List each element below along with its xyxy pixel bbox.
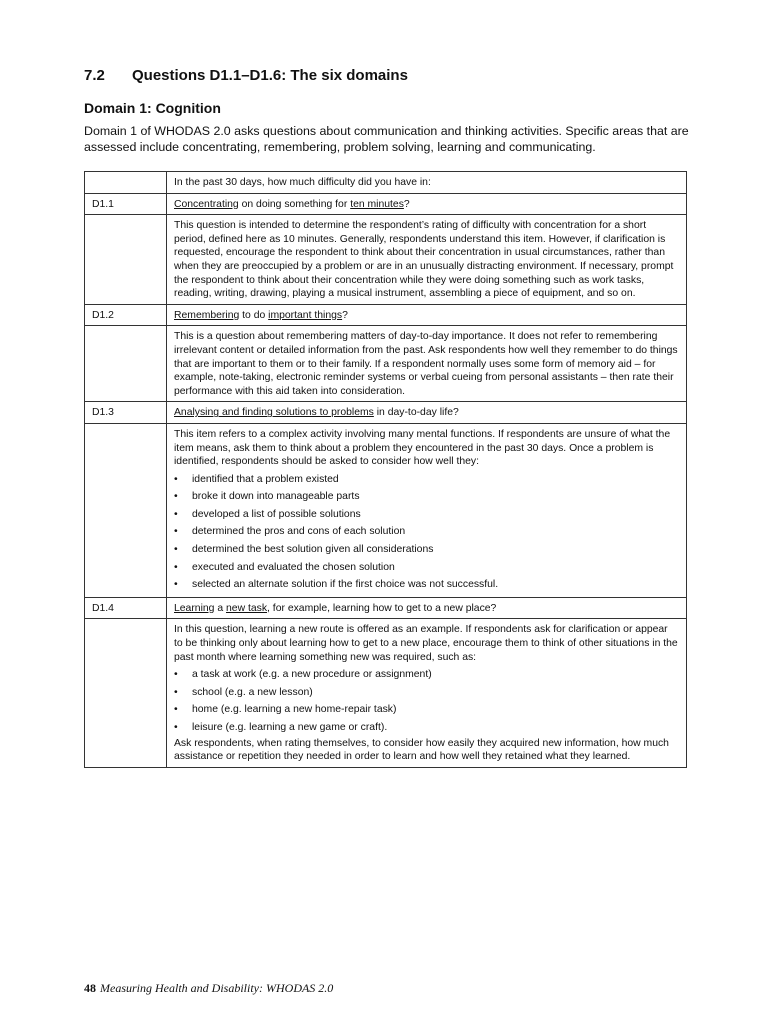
question-id: D1.1	[85, 193, 167, 215]
list-item: • broke it down into manageable parts	[174, 488, 679, 506]
domain-heading: Domain 1: Cognition	[84, 100, 221, 116]
questions-table	[84, 171, 687, 768]
question-row-d1-3	[85, 402, 687, 424]
explanation-text: In this question, learning a new route is offered as an example. If respondents ask for clarification or appear to be thinking only about learning how to get to a new place, encourage them to think of other situations in the past month where learning something new was required, such as:	[174, 624, 678, 663]
explanation-cell	[167, 215, 687, 305]
bullet-icon: •	[174, 722, 178, 733]
bullet-icon: •	[174, 669, 178, 681]
list-item: • developed a list of possible solutions	[174, 506, 679, 524]
question-keyword: Remembering	[174, 309, 240, 321]
section-number: 7.2	[84, 67, 105, 84]
publication-title: Measuring Health and Disability: WHODAS 2.0	[100, 981, 334, 995]
explanation-row-d1-3	[85, 423, 687, 597]
bullet-list	[174, 471, 679, 594]
table-header-empty-cell	[85, 172, 167, 194]
section-heading	[84, 67, 408, 84]
list-item: • determined the best solution given all considerations	[174, 541, 679, 559]
bullet-icon: •	[174, 579, 178, 591]
explanation-text: This item refers to a complex activity involving many mental functions. If respondents are unsure of what the item means, ask them to think about a problem they encountered in the past 30 days. Once a problem is identified, respondents should be asked to consider how well they:	[174, 428, 671, 468]
bullet-icon: •	[174, 473, 178, 485]
explanation-row-d1-4	[85, 619, 687, 767]
list-item: • leisure (e.g. learning a new game or craft).	[174, 719, 679, 737]
question-text: Concentrating on doing something for ten minutes?	[167, 193, 687, 215]
question-keyword: important things	[268, 309, 343, 321]
section-title: Questions D1.1–D1.6: The six domains	[132, 67, 408, 84]
question-row-d1-4	[85, 597, 687, 619]
bullet-icon: •	[174, 704, 178, 716]
question-id: D1.4	[85, 597, 167, 619]
list-item: • determined the pros and cons of each solution	[174, 523, 679, 541]
question-keyword: new task	[226, 602, 268, 614]
bullet-icon: •	[174, 686, 178, 698]
question-keyword: ten minutes	[350, 198, 404, 210]
question-id: D1.2	[85, 304, 167, 326]
question-row-d1-2	[85, 304, 687, 326]
list-item: • school (e.g. a new lesson)	[174, 684, 679, 702]
bullet-icon: •	[174, 491, 178, 503]
page-footer	[84, 981, 333, 996]
list-item: • executed and evaluated the chosen solution	[174, 559, 679, 577]
question-keyword: Concentrating	[174, 198, 239, 210]
domain-intro: Domain 1 of WHODAS 2.0 asks questions about communication and thinking activities. Specific areas that are assessed include concentrating, remembering, problem solving, learning and communicating.	[84, 124, 689, 154]
question-row-d1-1	[85, 193, 687, 215]
question-id: D1.3	[85, 402, 167, 424]
table-header-row	[85, 172, 687, 194]
question-text: Analysing and finding solutions to problems in day-to-day life?	[167, 402, 687, 424]
list-item: • a task at work (e.g. a new procedure or assignment)	[174, 666, 679, 684]
explanation-text: This is a question about remembering matters of day-to-day importance. It does not refer to remembering irrelevant content or detailed information from the past. Ask respondents how well they remember to do things that are important to them or to their family. If a respondent normally uses some form of memory aid – for example, note-taking, electronic reminder systems or verbal cueing from personal assistants – then rate their performance with this aid taken into consideration.	[174, 331, 678, 397]
explanation-cell	[167, 619, 687, 767]
table-header-cell: In the past 30 days, how much difficulty did you have in:	[167, 172, 687, 194]
question-text: Remembering to do important things?	[167, 304, 687, 326]
page-number: 48	[84, 981, 96, 995]
list-item: • home (e.g. learning a new home-repair task)	[174, 701, 679, 719]
question-keyword: Analysing and finding solutions to problems	[174, 407, 374, 419]
explanation-row-d1-2	[85, 326, 687, 402]
explanation-text: This question is intended to determine the respondent’s rating of difficulty with concentration for a short period, defined here as 10 minutes. Generally, respondents understand this item. However, if clarification is requested, encourage the respondent to think about their concentration in usual circumstances, rather than when they are preoccupied by a problem or are in an unusually distracting environment. If necessary, prompt the respondent to think about their concentration while they were doing something such as work tasks, reading, writing, drawing, playing a musical instrument, assembling a piece of equipment, and so on.	[174, 220, 674, 300]
bullet-icon: •	[174, 544, 178, 556]
bullet-icon: •	[174, 508, 178, 520]
explanation-followup-text: Ask respondents, when rating themselves, to consider how easily they acquired new information, how much assistance or repetition they needed in order to learn and how well they retained what they learned.	[174, 737, 669, 763]
bullet-icon: •	[174, 561, 178, 573]
bullet-list	[174, 666, 679, 736]
explanation-row-d1-1	[85, 215, 687, 305]
explanation-cell	[167, 423, 687, 597]
question-keyword: Learning	[174, 602, 215, 614]
list-item: • identified that a problem existed	[174, 471, 679, 489]
question-text: Learning a new task, for example, learning how to get to a new place?	[167, 597, 687, 619]
explanation-cell	[167, 326, 687, 402]
bullet-icon: •	[174, 526, 178, 538]
list-item: • selected an alternate solution if the first choice was not successful.	[174, 576, 679, 594]
